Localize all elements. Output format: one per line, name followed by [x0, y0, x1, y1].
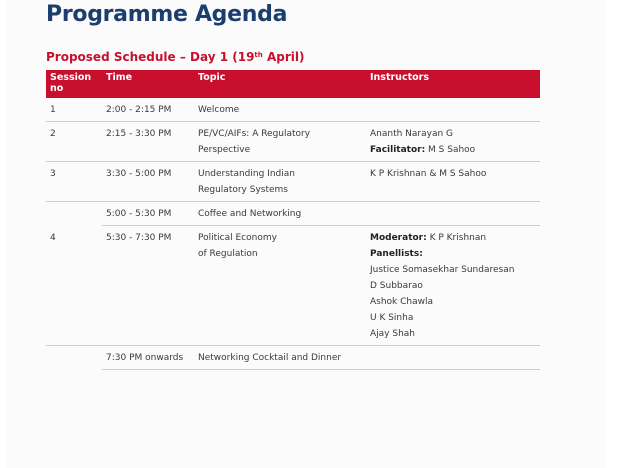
table-row: [46, 202, 540, 226]
panellist-name: Justice Somasekhar Sundaresan: [370, 265, 515, 275]
agenda-table: [46, 70, 540, 370]
topic-line: Regulatory Systems: [198, 185, 288, 195]
header-session: Session no: [46, 70, 102, 98]
session-cell: 3: [46, 162, 102, 202]
facilitator-label: Facilitator:: [370, 145, 426, 155]
schedule-subtitle: [46, 50, 304, 64]
header-topic: Topic: [194, 70, 366, 98]
panellists-label: Panellists:: [370, 249, 423, 259]
instructors-cell: [366, 226, 540, 346]
instructor-name: Ananth Narayan G: [370, 129, 454, 139]
topic-cell: [194, 98, 366, 122]
topic-line: Networking Cocktail and Dinner: [198, 353, 342, 363]
topic-line: PE/VC/AIFs: A Regulatory: [198, 129, 311, 139]
header-time: Time: [102, 70, 194, 98]
time-cell: 2:15 - 3:30 PM: [102, 122, 194, 162]
session-cell: 4: [46, 226, 102, 346]
subtitle-prefix: Proposed Schedule – Day 1 (19: [46, 50, 255, 64]
moderator-line: [370, 230, 536, 246]
time-cell: 5:00 - 5:30 PM: [102, 202, 194, 226]
facilitator-line: [370, 142, 536, 158]
instructor-name: K P Krishnan & M S Sahoo: [370, 169, 487, 179]
session-cell: 2: [46, 122, 102, 162]
moderator-label: Moderator:: [370, 233, 427, 243]
topic-line: Political Economy: [198, 233, 277, 243]
time-cell: 3:30 - 5:00 PM: [102, 162, 194, 202]
session-cell: 1: [46, 98, 102, 122]
instructors-cell: [366, 162, 540, 202]
session-cell: [46, 346, 102, 370]
page-title: Programme Agenda: [46, 2, 288, 27]
instructors-cell: [366, 202, 540, 226]
instructors-cell: [366, 346, 540, 370]
header-instructors: Instructors: [366, 70, 540, 98]
subtitle-ordinal: th: [254, 51, 263, 59]
table-row: [46, 346, 540, 370]
topic-cell: [194, 202, 366, 226]
topic-line: Welcome: [198, 105, 240, 115]
panellist-name: U K Sinha: [370, 313, 414, 323]
topic-line: Understanding Indian: [198, 169, 295, 179]
time-cell: 7:30 PM onwards: [102, 346, 194, 370]
panellist-name: D Subbarao: [370, 281, 423, 291]
facilitator-name: M S Sahoo: [425, 145, 476, 155]
table-row: [46, 98, 540, 122]
topic-cell: [194, 122, 366, 162]
panellist-name: Ajay Shah: [370, 329, 415, 339]
instructors-cell: [366, 122, 540, 162]
subtitle-suffix: April): [262, 50, 305, 64]
table-row: [46, 122, 540, 162]
agenda-page: [6, 0, 606, 468]
topic-line: Coffee and Networking: [198, 209, 302, 219]
instructors-cell: [366, 98, 540, 122]
topic-line: Perspective: [198, 145, 251, 155]
topic-cell: [194, 346, 366, 370]
table-row: [46, 162, 540, 202]
table-row: [46, 226, 540, 346]
session-cell: [46, 202, 102, 226]
time-cell: 2:00 - 2:15 PM: [102, 98, 194, 122]
moderator-name: K P Krishnan: [426, 233, 487, 243]
time-cell: 5:30 - 7:30 PM: [102, 226, 194, 346]
table-header-row: [46, 70, 540, 98]
topic-line: of Regulation: [198, 249, 258, 259]
topic-cell: [194, 162, 366, 202]
topic-cell: [194, 226, 366, 346]
panellist-name: Ashok Chawla: [370, 297, 434, 307]
